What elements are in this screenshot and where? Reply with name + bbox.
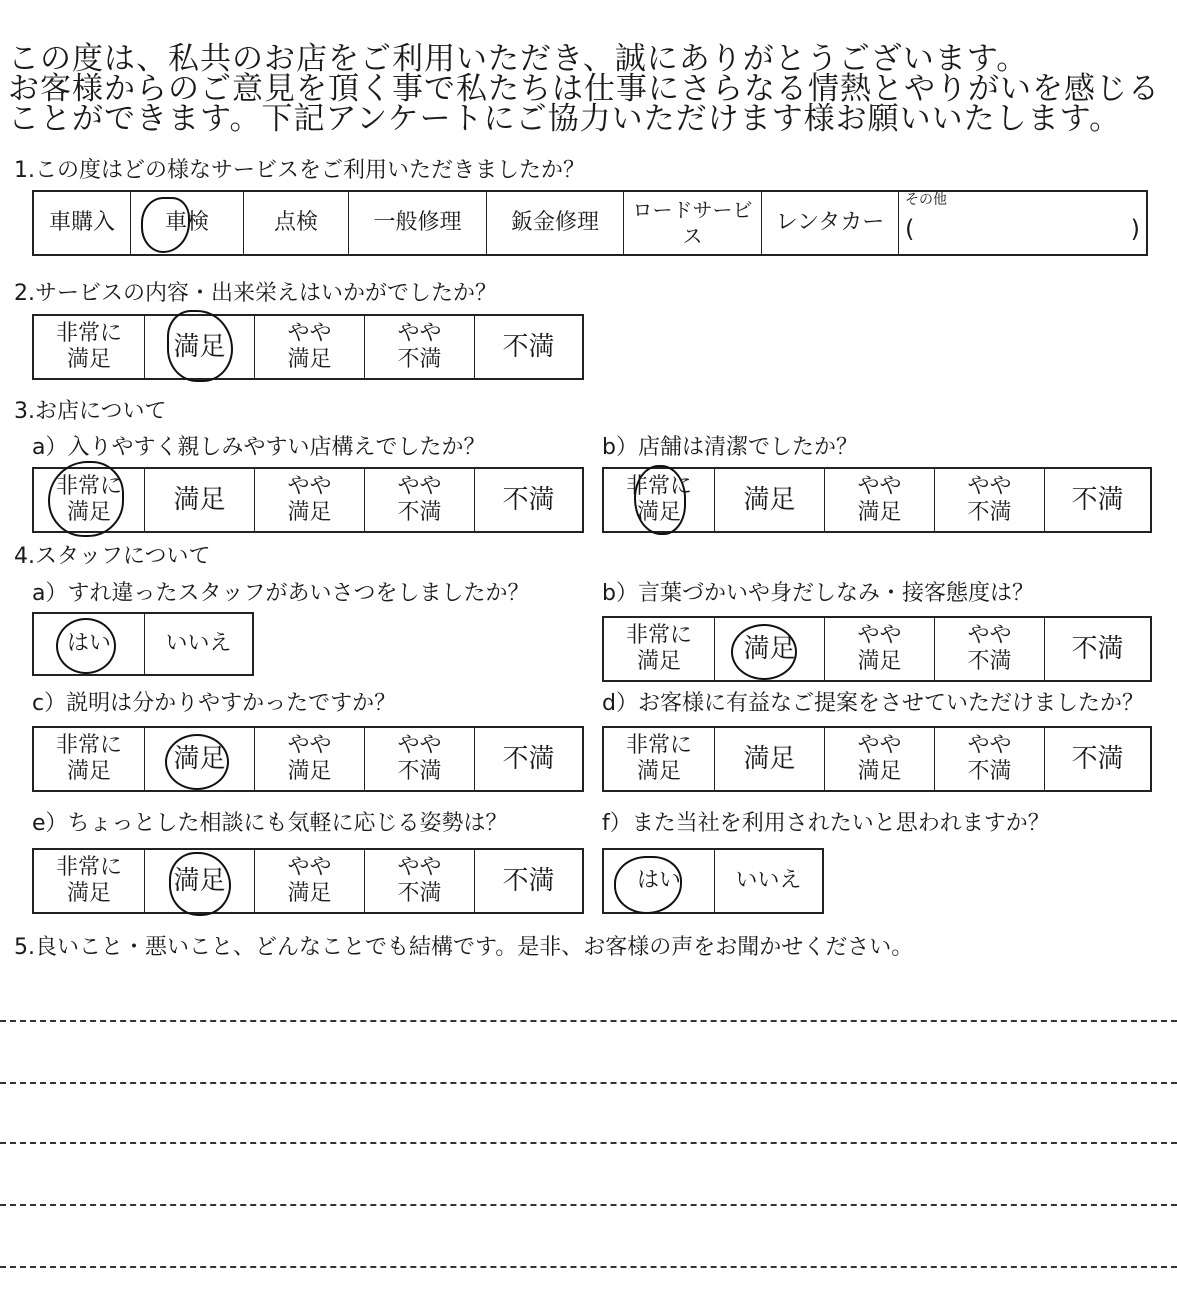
q4c-option[interactable] <box>474 728 582 790</box>
option-label: 満足 <box>743 485 796 515</box>
q4b-option[interactable] <box>934 618 1044 680</box>
option-label: 車検 <box>164 210 209 235</box>
q3a-options <box>32 467 584 533</box>
paren-open: ( <box>905 215 915 243</box>
option-label: やや <box>397 321 442 346</box>
q4e-option[interactable] <box>474 850 582 912</box>
q1-option[interactable] <box>761 192 898 254</box>
option-label: 不満 <box>1071 634 1124 664</box>
option-label: 満足 <box>173 332 226 362</box>
option-label: 不満 <box>502 485 555 515</box>
q4d-option[interactable] <box>604 728 714 790</box>
option-label: 鈑金修理 <box>510 210 599 235</box>
option-label: 満足 <box>66 347 111 372</box>
option-label: 不満 <box>397 759 442 784</box>
option-label: 不満 <box>1071 485 1124 515</box>
q4e-label: e）ちょっとした相談にも気軽に応じる姿勢は？ <box>32 811 508 836</box>
q4f-label: f）また当社を利用されたいと思われますか？ <box>602 811 1050 836</box>
q4e-option[interactable] <box>364 850 474 912</box>
option-label: やや <box>857 733 902 758</box>
option-label: 不満 <box>967 500 1012 525</box>
q4a-option[interactable] <box>144 614 252 674</box>
option-label: 満足 <box>66 500 111 525</box>
option-label: 不満 <box>397 881 442 906</box>
option-label: 不満 <box>967 759 1012 784</box>
option-label: ロードサービス <box>632 198 753 248</box>
intro-line-3: ことができます。下記アンケートにご協力いただけます様お願いいたします。 <box>8 101 1122 137</box>
q3a-option[interactable] <box>34 469 144 531</box>
q3b-option[interactable] <box>934 469 1044 531</box>
q3b-options <box>602 467 1152 533</box>
option-label: 満足 <box>66 881 111 906</box>
q3a-option[interactable] <box>254 469 364 531</box>
q4b-option[interactable] <box>604 618 714 680</box>
q3b-option[interactable] <box>714 469 824 531</box>
intro-text <box>8 41 1176 137</box>
option-label: 非常に <box>625 733 692 758</box>
q4d-label: d）お客様に有益なご提案をさせていただけましたか？ <box>602 691 1144 716</box>
option-label: 非常に <box>55 321 122 346</box>
intro-line-1: この度は、私共のお店をご利用いただき、誠にありがとうございます。 <box>8 41 1029 77</box>
q4a-options <box>32 612 254 676</box>
q3a-option[interactable] <box>364 469 474 531</box>
q4c-options <box>32 726 584 792</box>
comment-line <box>0 1266 1177 1268</box>
option-label: 不満 <box>967 649 1012 674</box>
q1-option[interactable] <box>486 192 623 254</box>
option-label: 不満 <box>397 500 442 525</box>
q3a-label: a）入りやすく親しみやすい店構えでしたか？ <box>32 435 486 460</box>
q4a-label: a）すれ違ったスタッフがあいさつをしましたか？ <box>32 581 530 606</box>
q3b-option[interactable] <box>824 469 934 531</box>
q3-title: 3.お店について <box>14 399 167 424</box>
q2-title: 2.サービスの内容・出来栄えはいかがでしたか？ <box>14 281 497 306</box>
comment-line <box>0 1204 1177 1206</box>
q4-title: 4.スタッフについて <box>14 544 211 569</box>
q4d-option[interactable] <box>714 728 824 790</box>
q4d-options <box>602 726 1152 792</box>
option-label: いいえ <box>735 868 802 893</box>
comment-line <box>0 1142 1177 1144</box>
q4d-option[interactable] <box>934 728 1044 790</box>
q4c-option[interactable] <box>144 728 254 790</box>
option-label: 非常に <box>55 855 122 880</box>
option-label: 満足 <box>66 759 111 784</box>
option-label: 満足 <box>173 485 226 515</box>
q4b-options <box>602 616 1152 682</box>
option-label: やや <box>967 733 1012 758</box>
q2-option[interactable] <box>144 316 254 378</box>
option-label: 不満 <box>397 347 442 372</box>
q4d-option[interactable] <box>1044 728 1150 790</box>
q4b-option[interactable] <box>714 618 824 680</box>
q3a-option[interactable] <box>474 469 582 531</box>
option-label: やや <box>287 321 332 346</box>
option-label: 車購入 <box>48 210 115 235</box>
q3b-option[interactable] <box>1044 469 1150 531</box>
q1-other-field[interactable] <box>898 192 1146 254</box>
option-label: やや <box>397 733 442 758</box>
q3b-label: b）店舗は清潔でしたか？ <box>602 435 858 460</box>
q4e-option[interactable] <box>34 850 144 912</box>
q1-options <box>32 190 1148 256</box>
option-label: やや <box>967 474 1012 499</box>
option-label: やや <box>857 474 902 499</box>
q3b-option[interactable] <box>604 469 714 531</box>
option-label: 非常に <box>55 474 122 499</box>
intro-line-2: お客様からのご意見を頂く事で私たちは仕事にさらなる情熱とやりがいを感じる <box>8 71 1160 107</box>
option-label: 点検 <box>273 210 318 235</box>
option-label: 非常に <box>55 733 122 758</box>
option-label: やや <box>287 733 332 758</box>
option-label: はい <box>636 868 681 893</box>
q4c-label: c）説明は分かりやすかったですか？ <box>32 691 397 716</box>
option-label: レンタカー <box>775 210 885 235</box>
q4d-option[interactable] <box>824 728 934 790</box>
option-label: やや <box>287 855 332 880</box>
q4b-label: b）言葉づかいや身だしなみ・接客態度は？ <box>602 581 1034 606</box>
q4e-option[interactable] <box>254 850 364 912</box>
q2-option[interactable] <box>254 316 364 378</box>
option-label: 満足 <box>857 649 902 674</box>
q2-option[interactable] <box>474 316 582 378</box>
option-label: 不満 <box>1071 744 1124 774</box>
q4e-option[interactable] <box>144 850 254 912</box>
option-label: やや <box>967 623 1012 648</box>
q4e-options <box>32 848 584 914</box>
comment-line <box>0 1082 1177 1084</box>
other-label: その他 <box>905 192 947 208</box>
q4b-option[interactable] <box>824 618 934 680</box>
option-label: 不満 <box>502 866 555 896</box>
q1-title: 1.この度はどの様なサービスをご利用いただきましたか？ <box>14 158 585 183</box>
option-label: 満足 <box>287 881 332 906</box>
option-label: 満足 <box>857 759 902 784</box>
option-label: 満足 <box>636 759 681 784</box>
option-label: 満足 <box>287 500 332 525</box>
option-label: 満足 <box>173 744 226 774</box>
option-label: 不満 <box>502 744 555 774</box>
q4c-option[interactable] <box>254 728 364 790</box>
q2-options <box>32 314 584 380</box>
option-label: 非常に <box>625 474 692 499</box>
option-label: 満足 <box>173 866 226 896</box>
option-label: 満足 <box>857 500 902 525</box>
option-label: 満足 <box>743 634 796 664</box>
option-label: 不満 <box>502 332 555 362</box>
option-label: やや <box>397 474 442 499</box>
comment-line <box>0 1020 1177 1022</box>
option-label: やや <box>857 623 902 648</box>
q1-option[interactable] <box>243 192 348 254</box>
q1-option[interactable] <box>130 192 243 254</box>
option-label: 非常に <box>625 623 692 648</box>
q4b-option[interactable] <box>1044 618 1150 680</box>
option-label: やや <box>397 855 442 880</box>
option-label: 満足 <box>287 759 332 784</box>
q1-option[interactable] <box>623 192 761 254</box>
option-label: はい <box>66 631 111 656</box>
q3a-option[interactable] <box>144 469 254 531</box>
q4c-option[interactable] <box>364 728 474 790</box>
q2-option[interactable] <box>364 316 474 378</box>
option-label: やや <box>287 474 332 499</box>
option-label: 満足 <box>636 500 681 525</box>
option-label: 満足 <box>636 649 681 674</box>
q4a-option[interactable] <box>34 614 144 674</box>
q5-title: 5.良いこと・悪いこと、どんなことでも結構です。是非、お客様の声をお聞かせください。 <box>14 935 914 960</box>
option-label: 一般修理 <box>373 210 462 235</box>
q1-option[interactable] <box>34 192 130 254</box>
option-label: いいえ <box>165 631 232 656</box>
q4f-option[interactable] <box>714 850 822 912</box>
option-label: 満足 <box>743 744 796 774</box>
q4c-option[interactable] <box>34 728 144 790</box>
option-label: 満足 <box>287 347 332 372</box>
q4f-option[interactable] <box>604 850 714 912</box>
q1-option[interactable] <box>348 192 486 254</box>
paren-close: ) <box>1130 215 1140 243</box>
q4f-options <box>602 848 824 914</box>
q2-option[interactable] <box>34 316 144 378</box>
